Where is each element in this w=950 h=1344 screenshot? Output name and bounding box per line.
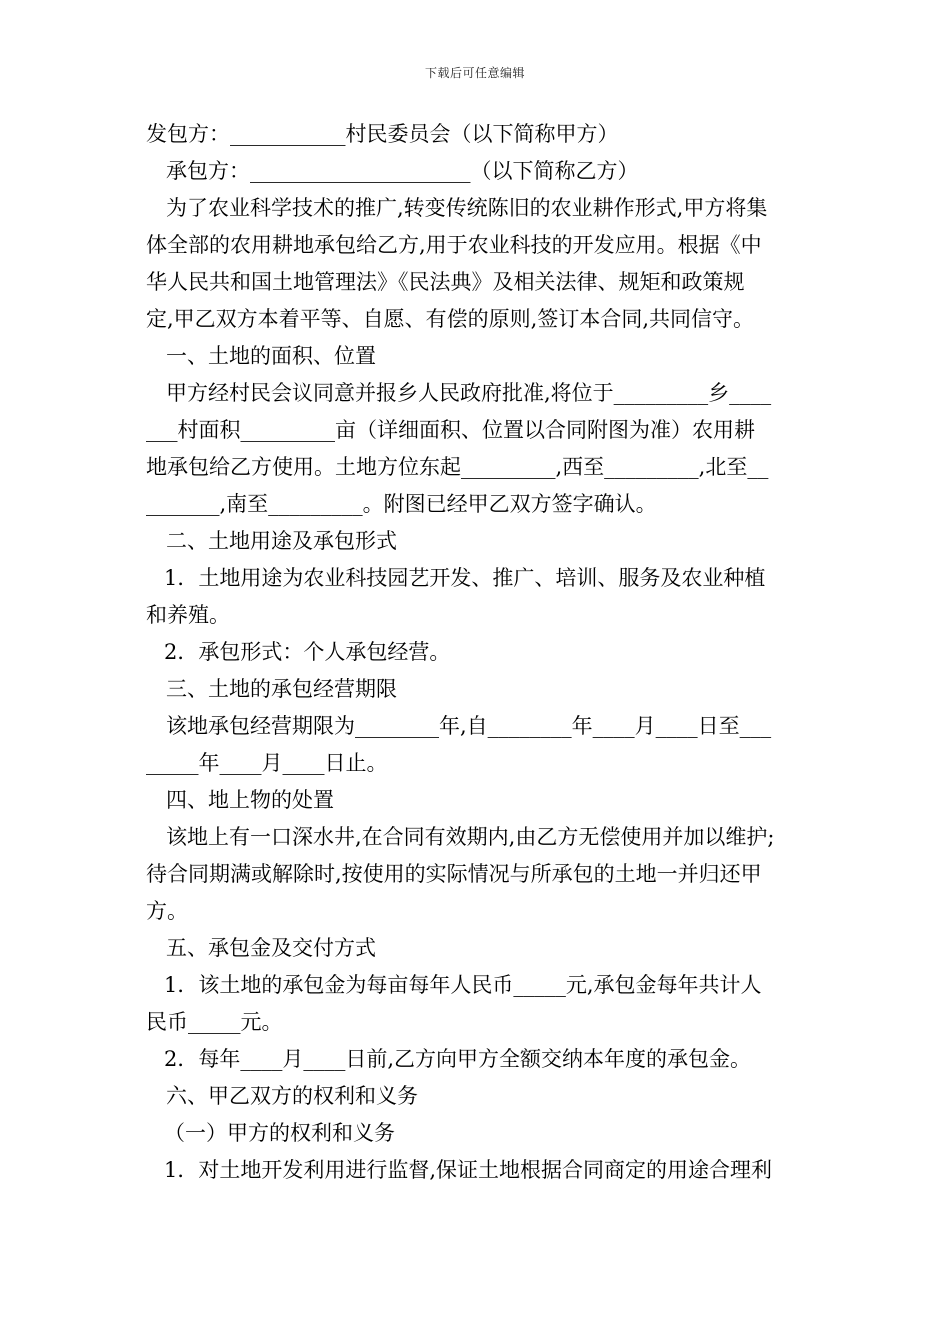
clause-line: 华人民共和国土地管理法》《民法典》及相关法律、规矩和政策规 (146, 270, 745, 294)
clause-line: 定,甲乙双方本着平等、自愿、有偿的原则,签订本合同,共同信守。 (146, 307, 755, 331)
clause-line: 发包方：___________村民委员会（以下简称甲方） (146, 122, 619, 146)
clause-line: 体全部的农用耕地承包给乙方,用于农业科技的开发应用。根据《中 (146, 233, 762, 257)
clause-line: 该地承包经营期限为________年,自________年____月____日至___ (166, 714, 772, 738)
page-header: 下载后可任意编辑 (424, 66, 525, 80)
clause-line: _______,南至_________。附图已经甲乙双方签字确认。 (146, 492, 657, 516)
clause-line: 和养殖。 (146, 603, 230, 627)
subsection-heading: （一）甲方的权利和义务 (164, 1121, 395, 1145)
clause-line: 1．土地用途为农业科技园艺开发、推广、培训、服务及农业种植 (164, 566, 766, 590)
document-body (146, 116, 808, 1189)
clause-line: 1．该土地的承包金为每亩每年人民币_____元,承包金每年共计人 (164, 973, 762, 997)
clause-line: ___村面积_________亩（详细面积、位置以合同附图为准）农用耕 (146, 418, 755, 442)
clause-line: 民币_____元。 (146, 1010, 283, 1034)
section-heading: 六、甲乙双方的权利和义务 (166, 1084, 418, 1108)
clause-line: 地承包给乙方使用。土地方位东起_________,西至_________,北至__ (146, 455, 769, 479)
clause-line: 方。 (146, 899, 188, 923)
section-heading: 二、土地用途及承包形式 (166, 529, 397, 553)
clause-line: 2．承包形式：个人承包经营。 (164, 640, 451, 664)
clause-line: 为了农业科学技术的推广,转变传统陈旧的农业耕作形式,甲方将集 (166, 196, 768, 220)
clause-line: 该地上有一口深水井,在合同有效期内,由乙方无偿使用并加以维护; (166, 825, 775, 849)
clause-line: _____年____月____日止。 (146, 751, 388, 775)
clause-line: 1．对土地开发利用进行监督,保证土地根据合同商定的用途合理利 (164, 1158, 773, 1182)
clause-line: 甲方经村民会议同意并报乡人民政府批准,将位于_________乡____ (166, 381, 772, 405)
section-heading: 一、土地的面积、位置 (166, 344, 376, 368)
section-heading: 三、土地的承包经营期限 (166, 677, 397, 701)
clause-line: 承包方：_____________________（以下简称乙方） (166, 159, 639, 183)
clause-line: 待合同期满或解除时,按使用的实际情况与所承包的土地一并归还甲 (146, 862, 762, 886)
section-heading: 四、地上物的处置 (166, 788, 334, 812)
section-heading: 五、承包金及交付方式 (166, 936, 376, 960)
clause-line: 2．每年____月____日前,乙方向甲方全额交纳本年度的承包金。 (164, 1047, 752, 1071)
